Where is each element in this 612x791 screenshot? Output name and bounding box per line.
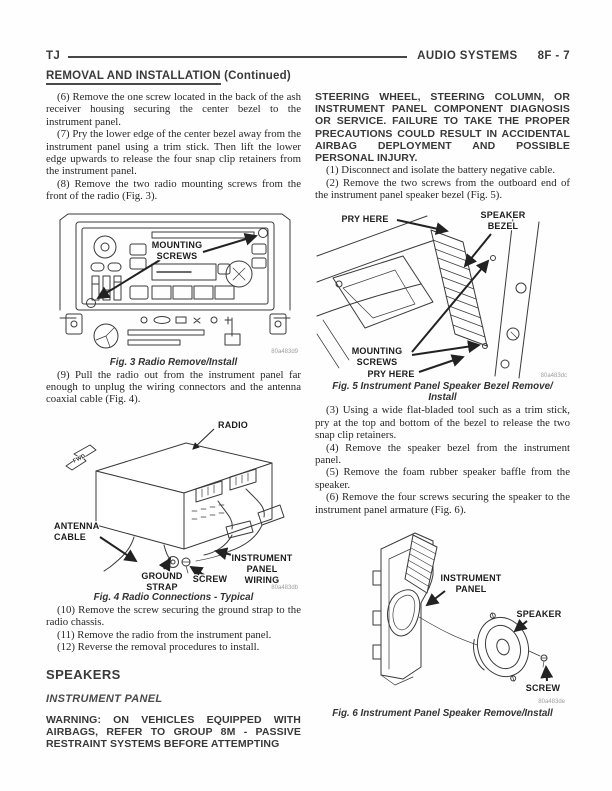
airbag-warning-part1: WARNING: ON VEHICLES EQUIPPED WITH AIRBAGS, REFER TO GROUP 8M - PASSIVE RESTRAINT SYSTEMS BEFORE ATTEMPTING	[46, 713, 301, 750]
page-header	[46, 50, 570, 62]
page-number: 8F - 7	[537, 50, 570, 62]
figure-4	[46, 409, 301, 603]
fig5-caption-line1: Fig. 5 Instrument Panel Speaker Bezel Remove/	[332, 381, 553, 393]
fig3-label-screws: SCREWS	[156, 250, 198, 261]
step-12: (12) Reverse the removal procedures to install.	[57, 641, 260, 654]
figure-6	[315, 519, 570, 719]
section-heading	[46, 70, 570, 82]
section-heading-continued: (Continued)	[224, 70, 291, 82]
fig5-arrow-lower-screw	[412, 345, 479, 355]
fig4-arrow-ground	[164, 559, 170, 569]
fig5-code: 80a483dc	[540, 373, 567, 380]
fig4-label-strap: STRAP	[146, 581, 178, 591]
fig5-label-mounting: MOUNTING	[351, 346, 403, 357]
fig5-dash-artwork	[317, 216, 539, 378]
fig6-label-panel: PANEL	[455, 584, 487, 595]
step-10: (10) Remove the screw securing the ground strap to the radio chassis.	[46, 603, 301, 629]
step-1: (1) Disconnect and isolate the battery negative cable.	[326, 164, 556, 177]
step-8: (8) Remove the two radio mounting screws from the front of the radio (Fig. 3).	[46, 177, 301, 203]
fig6-arrow-screw	[546, 667, 547, 681]
step-2: (2) Remove the two screws from the outboard end of the instrument panel speaker bezel (Fig. 5).	[315, 176, 570, 202]
speakers-heading: SPEAKERS	[46, 666, 121, 682]
section-heading-title: REMOVAL AND INSTALLATION	[46, 70, 221, 85]
step-9: (9) Pull the radio out from the instrument panel far enough to unplug the wiring connectors and the antenna coaxial cable (Fig. 4).	[46, 368, 301, 406]
step-11: (11) Remove the radio from the instrument panel.	[57, 628, 272, 641]
fig4-label-wiring: WIRING	[244, 574, 280, 585]
fig4-label-instrument: INSTRUMENT	[231, 552, 293, 563]
fig4-label-antenna: ANTENNA	[54, 520, 100, 531]
figure-5	[315, 204, 570, 403]
fig5-label-bezel: BEZEL	[487, 221, 519, 232]
fig4-code: 80a483db	[271, 584, 298, 591]
step-6-speaker: (6) Remove the four screws securing the speaker to the instrument panel armature (Fig. 6).	[315, 491, 570, 516]
fig6-arrow-panel	[427, 591, 445, 605]
fig3-label-mounting: MOUNTING	[151, 239, 203, 250]
fig4-caption: Fig. 4 Radio Connections - Typical	[93, 591, 254, 603]
fig6-label-screw: SCREW	[525, 683, 561, 694]
airbag-warning-part2: STEERING WHEEL, STEERING COLUMN, OR INSTRUMENT PANEL COMPONENT DIAGNOSIS OR SERVICE. FAILURE TO TAKE THE PROPER PRECAUTIONS COULD RESULT IN ACCIDENTAL AIRBAG DEPLOYMENT AND POSSIBLE PERSONAL INJURY.	[315, 91, 570, 165]
fig6-arrow-speaker	[515, 621, 527, 631]
fig5-label-pry-top: PRY HERE	[341, 214, 389, 225]
fig5-label-speaker: SPEAKER	[480, 210, 526, 221]
left-column	[46, 91, 301, 750]
step-4: (4) Remove the speaker bezel from the instrument panel.	[315, 441, 570, 467]
fig4-label-ground: GROUND	[141, 570, 183, 581]
fig4-label-cable: CABLE	[54, 531, 86, 542]
fig6-label-instrument: INSTRUMENT	[440, 573, 502, 584]
fig6-caption: Fig. 6 Instrument Panel Speaker Remove/Install	[332, 708, 553, 720]
fig5-arrow-pry-top	[397, 220, 447, 231]
instrument-panel-subheading: INSTRUMENT PANEL	[46, 692, 163, 705]
step-5: (5) Remove the foam rubber speaker baffle from the speaker.	[315, 466, 570, 491]
step-3: (3) Using a wide flat-bladed tool such as a trim stick, pry at the top and bottom of the bezel to release the two snap clip retainers.	[315, 404, 570, 442]
fig4-arrow-radio	[193, 429, 214, 449]
fig4-label-radio: RADIO	[218, 419, 248, 430]
fig3-radio-artwork	[60, 214, 290, 348]
fig3-caption: Fig. 3 Radio Remove/Install	[109, 356, 238, 368]
fig6-illustration	[315, 519, 570, 707]
step-6: (6) Remove the one screw located in the back of the ash receiver housing securing the center bezel to the instrument panel.	[46, 91, 301, 128]
fig4-arrow-antenna	[100, 537, 136, 561]
fig5-caption-line2: Install	[428, 392, 457, 404]
fig5-illustration	[315, 204, 570, 380]
header-rule	[68, 56, 407, 58]
model-code: TJ	[46, 50, 61, 62]
fig3-illustration	[46, 206, 301, 356]
figure-3	[46, 206, 301, 368]
fig5-arrow-pry-bottom	[419, 357, 463, 372]
fig3-code: 80a483d9	[271, 348, 298, 355]
section-title: AUDIO SYSTEMS	[417, 50, 518, 62]
fig6-label-speaker: SPEAKER	[516, 609, 562, 620]
fig4-label-screw: SCREW	[192, 573, 228, 584]
fig4-illustration	[46, 409, 301, 591]
fig5-caption	[315, 381, 570, 403]
fig6-code: 80a483de	[538, 699, 565, 706]
fig4-label-fwd: FWD	[72, 453, 87, 465]
fig4-label-panel: PANEL	[246, 563, 278, 574]
right-column	[315, 91, 570, 750]
step-7: (7) Pry the lower edge of the center bezel away from the instrument panel using a trim stick. Then lift the lower edge upwards to release the four snap clip retainers from the instrument panel.	[46, 128, 301, 178]
fig5-label-screws: SCREWS	[356, 357, 398, 368]
fig5-label-pry-bottom: PRY HERE	[367, 369, 415, 380]
fig3-arrow-lower-screw	[98, 260, 160, 298]
